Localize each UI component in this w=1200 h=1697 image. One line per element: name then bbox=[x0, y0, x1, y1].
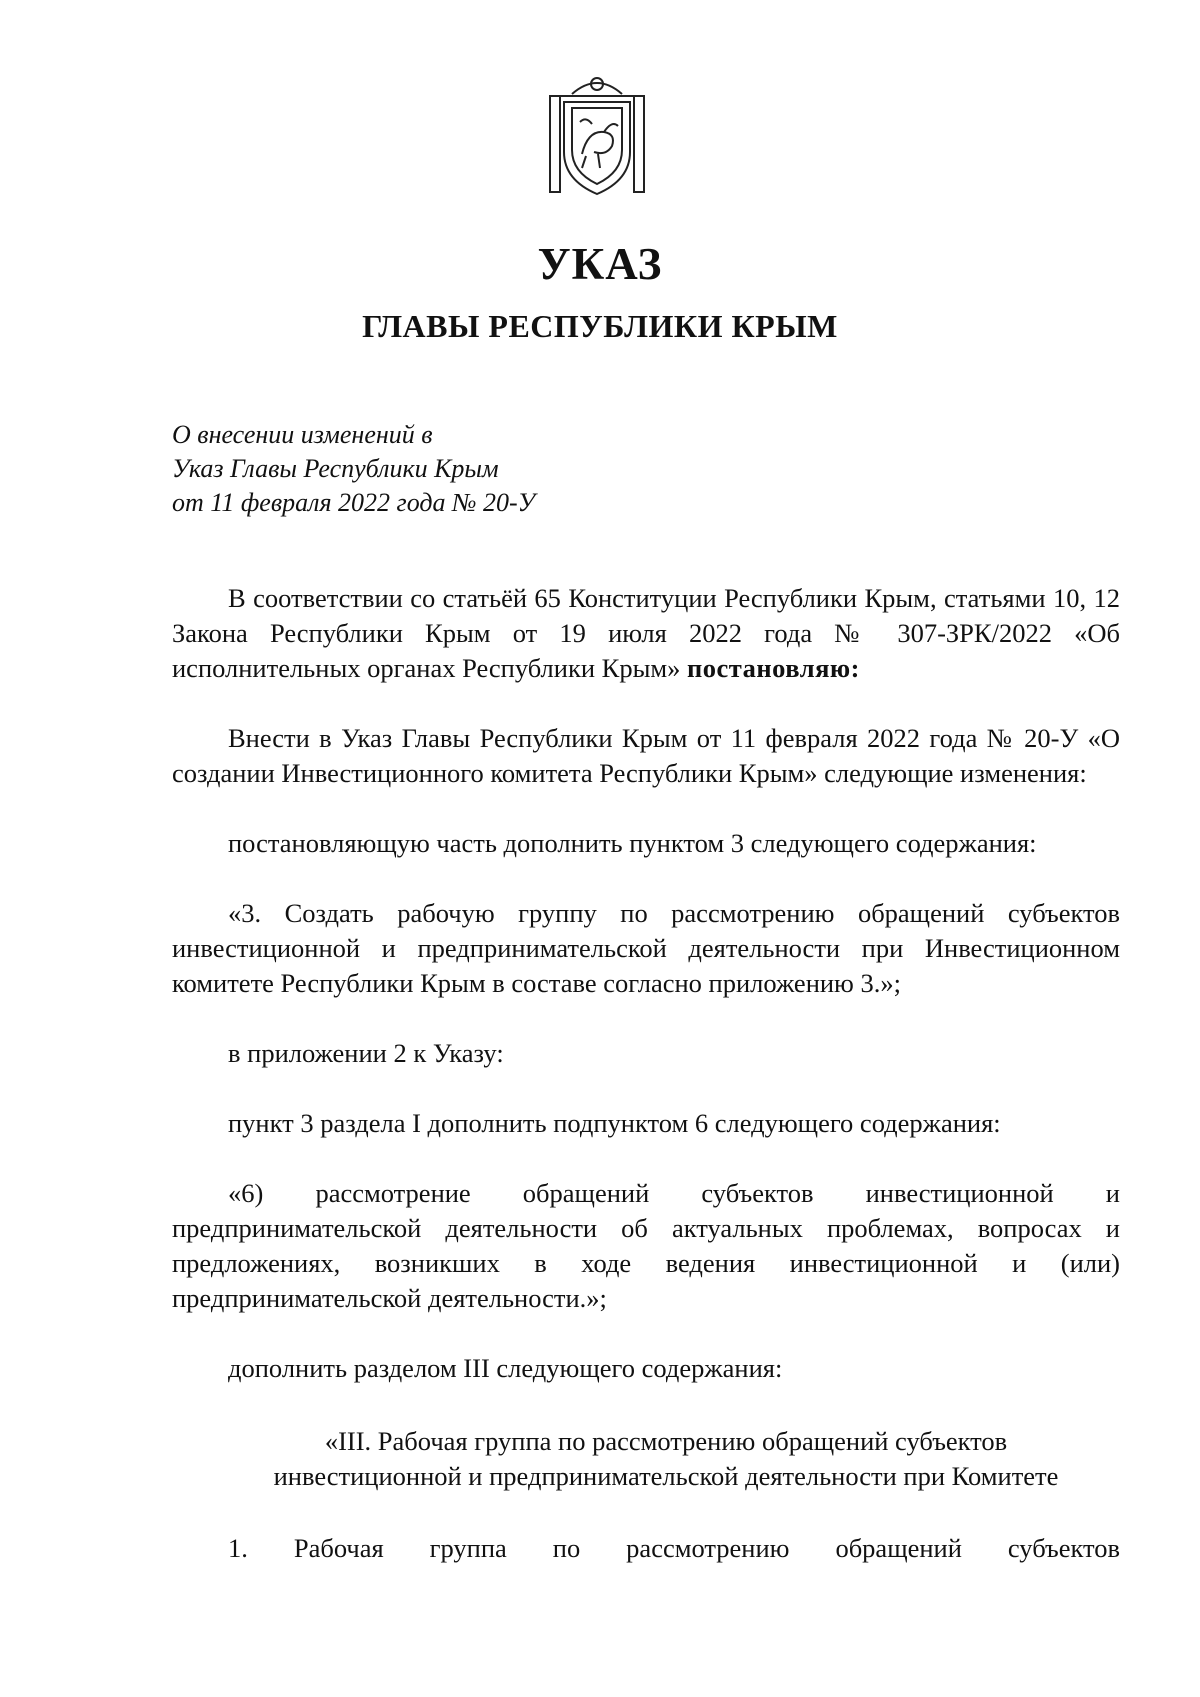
document-subtitle: ГЛАВЫ РЕСПУБЛИКИ КРЫМ bbox=[362, 308, 838, 344]
section-heading-line: инвестиционной и предпринимательской деятельности при Комитете bbox=[273, 1461, 1059, 1491]
crimea-coat-of-arms-icon bbox=[542, 72, 652, 198]
resolution-word: постановляю: bbox=[687, 653, 861, 683]
body-paragraph: «6) рассмотрение обращений субъектов инвестиционной и предпринимательской деятельности об актуальных проблемах, вопросах и предложениях, возникших в ходе ведения инвестиционной и (или) предпринимательской деятельности.»; bbox=[172, 1178, 1120, 1313]
body-paragraph: «3. Создать рабочую группу по рассмотрению обращений субъектов инвестиционной и предпринимательской деятельности при Инвестиционном комитете Республики Крым в составе согласно приложению 3.»; bbox=[172, 898, 1120, 998]
preamble-text: В соответствии со статьёй 65 Конституции Республики Крым, статьями 10, 12 Закона Республики Крым от 19 июля 2022 года № 307-ЗРК/2022 «Об исполнительных органах Республики Крым» bbox=[172, 583, 1120, 683]
body-paragraph: дополнить разделом III следующего содержания: bbox=[228, 1353, 783, 1383]
section-heading bbox=[172, 1424, 1120, 1494]
body-paragraph: пункт 3 раздела I дополнить подпунктом 6 следующего содержания: bbox=[228, 1108, 1001, 1138]
body-paragraph: в приложении 2 к Указу: bbox=[228, 1038, 504, 1068]
body-paragraph: постановляющую часть дополнить пунктом 3 следующего содержания: bbox=[228, 828, 1037, 858]
preamble-paragraph bbox=[172, 581, 1120, 686]
document-title: УКАЗ bbox=[537, 239, 663, 289]
reference-line: от 11 февраля 2022 года № 20-У bbox=[172, 488, 536, 517]
section-item-1: 1. Рабочая группа по рассмотрению обращений субъектов bbox=[228, 1533, 1120, 1563]
reference-line: О внесении изменений в bbox=[172, 420, 433, 449]
document-reference bbox=[172, 418, 535, 520]
document-body bbox=[172, 581, 1120, 1386]
section-heading-line: «III. Рабочая группа по рассмотрению обращений субъектов bbox=[324, 1426, 1008, 1456]
reference-line: Указ Главы Республики Крым bbox=[172, 454, 499, 483]
body-paragraph: Внести в Указ Главы Республики Крым от 11 февраля 2022 года № 20-У «О создании Инвестиционного комитета Республики Крым» следующие изменения: bbox=[172, 723, 1120, 788]
